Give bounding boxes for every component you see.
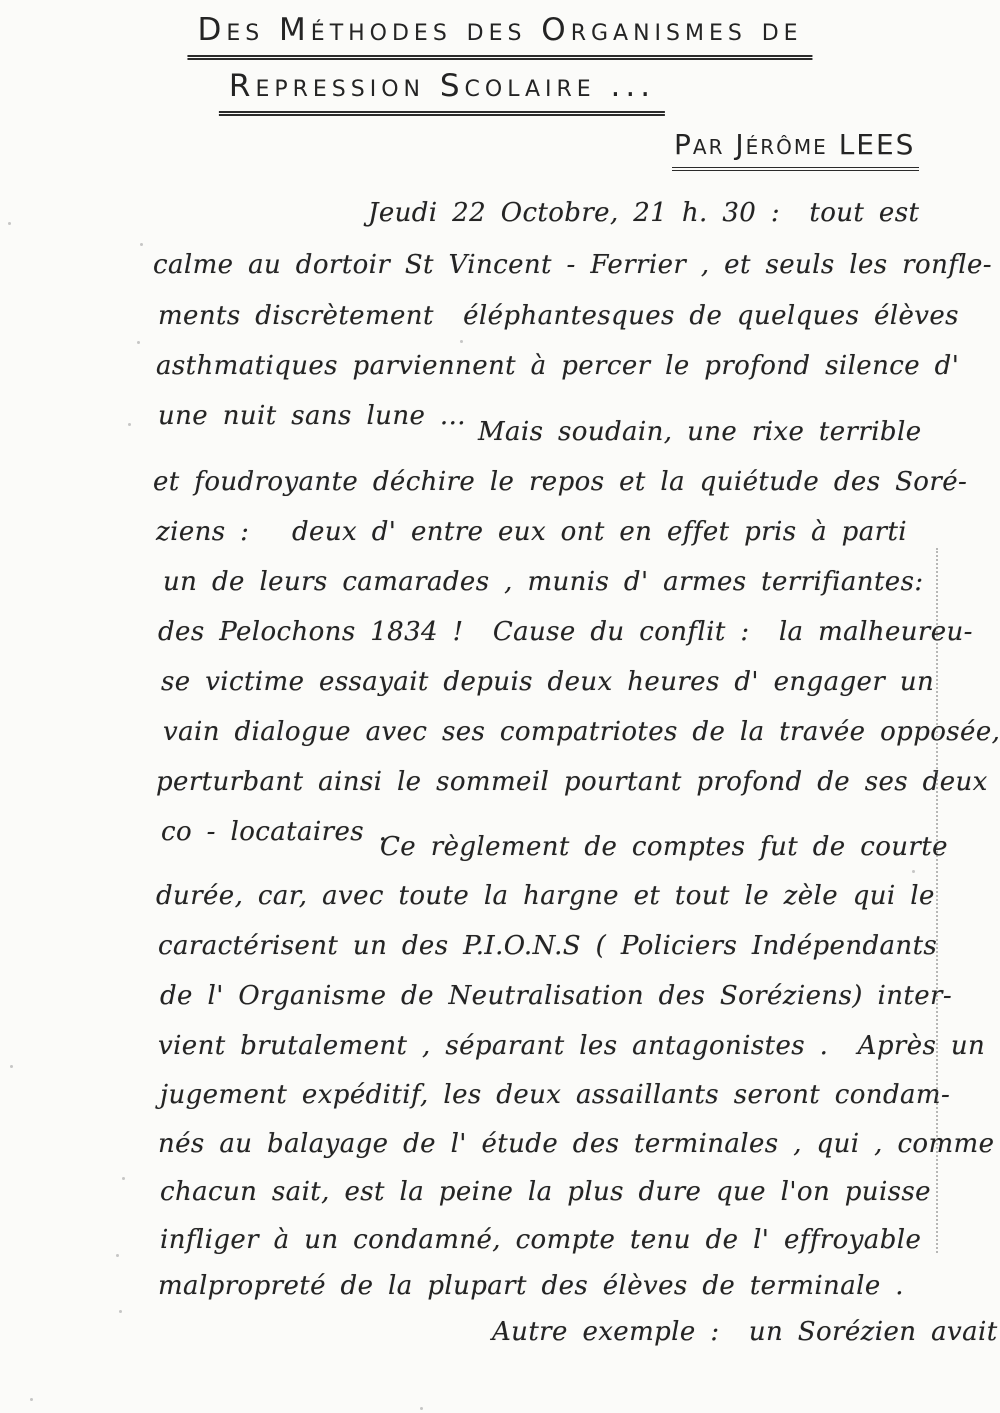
text-segment: ments discrètement éléphantesques de quelques élèves — [158, 301, 959, 331]
text-segment: Jeudi 22 Octobre, 21 h. 30 : tout est — [368, 198, 920, 228]
text-segment: Autre exemple : un Sorézien avait — [492, 1317, 998, 1347]
document-title-line-1: Des Méthodes des Organismes de — [187, 12, 812, 60]
scan-speck — [912, 870, 915, 873]
handwritten-line — [0, 301, 1000, 347]
scan-speck — [140, 243, 143, 246]
scan-speck — [10, 1065, 13, 1068]
text-segment: un de leurs camarades , munis d' armes terrifiantes: — [163, 567, 924, 597]
scan-speck — [460, 340, 463, 343]
scan-speck — [119, 1310, 122, 1313]
text-segment: Mais soudain, une rixe terrible — [478, 417, 922, 447]
handwritten-line — [0, 1129, 1000, 1175]
scan-speck — [137, 341, 140, 344]
handwritten-line — [0, 617, 1000, 663]
text-segment: jugement expéditif, les deux assaillants seront condam- — [160, 1080, 951, 1110]
text-segment: durée, car, avec toute la hargne et tout le zèle qui le — [156, 881, 935, 911]
handwritten-line — [0, 1177, 1000, 1223]
handwritten-line — [0, 1225, 1000, 1271]
handwritten-line — [0, 817, 1000, 863]
handwritten-line — [0, 1317, 1000, 1363]
text-segment: chacun sait, est la peine la plus dure que l'on puisse — [160, 1177, 931, 1207]
handwritten-line — [0, 1271, 1000, 1317]
handwritten-line — [0, 767, 1000, 813]
scan-speck — [420, 1407, 423, 1410]
text-segment: ziens : — [156, 517, 250, 547]
text-segment: une nuit sans lune ... — [158, 401, 466, 431]
text-segment: des Pelochons 1834 ! Cause du conflit : la malheureu- — [158, 617, 973, 647]
text-segment: malpropreté de la plupart des élèves de terminale . — [158, 1271, 904, 1301]
scan-speck — [122, 1177, 125, 1180]
text-segment: caractérisent un des P.I.O.N.S ( Policiers Indépendants — [158, 931, 938, 961]
text-segment: deux d' entre eux ont en effet pris à parti — [292, 517, 908, 547]
text-segment: et foudroyante déchire le repos et la quiétude des Soré- — [153, 467, 968, 497]
text-segment: calme au dortoir St Vincent - Ferrier , et seuls les ronfle- — [153, 250, 992, 280]
text-segment: vient brutalement , séparant les antagonistes . Après un — [158, 1031, 986, 1061]
scan-speck — [8, 222, 11, 225]
text-segment: vain dialogue avec ses compatriotes de la travée opposée, — [163, 717, 1000, 747]
handwritten-line — [0, 1031, 1000, 1077]
text-segment: asthmatiques parviennent à percer le profond silence d' — [156, 351, 960, 381]
handwritten-line — [0, 351, 1000, 397]
handwritten-line — [0, 931, 1000, 977]
scan-speck — [116, 1254, 119, 1257]
handwritten-line — [0, 981, 1000, 1027]
handwritten-line — [0, 517, 1000, 563]
scan-artifact-dotted-line — [936, 548, 938, 1253]
text-segment: Ce règlement de comptes fut de courte — [380, 832, 948, 862]
text-segment: infliger à un condamné, compte tenu de l' effroyable — [160, 1225, 922, 1255]
text-segment: se victime essayait depuis deux heures d' engager un — [161, 667, 935, 697]
text-segment: nés au balayage de l' étude des terminales , qui , comme — [158, 1129, 995, 1159]
text-segment: de l' Organisme de Neutralisation des Soréziens) inter- — [160, 981, 952, 1011]
handwritten-line — [0, 1080, 1000, 1126]
handwritten-line — [0, 717, 1000, 763]
handwritten-line — [0, 401, 1000, 447]
handwritten-line — [0, 198, 1000, 244]
text-segment: co - locataires . — [161, 817, 388, 847]
author-byline: Par Jérôme LEES — [672, 128, 919, 171]
text-segment: perturbant ainsi le sommeil pourtant profond de ses deux — [156, 767, 988, 797]
handwritten-line — [0, 467, 1000, 513]
handwritten-line — [0, 881, 1000, 927]
scan-speck — [128, 423, 131, 426]
document-title-line-2: Repression Scolaire ... — [219, 68, 665, 116]
handwritten-line — [0, 567, 1000, 613]
scan-speck — [30, 1398, 33, 1401]
handwritten-line — [0, 667, 1000, 713]
handwritten-line — [0, 250, 1000, 296]
